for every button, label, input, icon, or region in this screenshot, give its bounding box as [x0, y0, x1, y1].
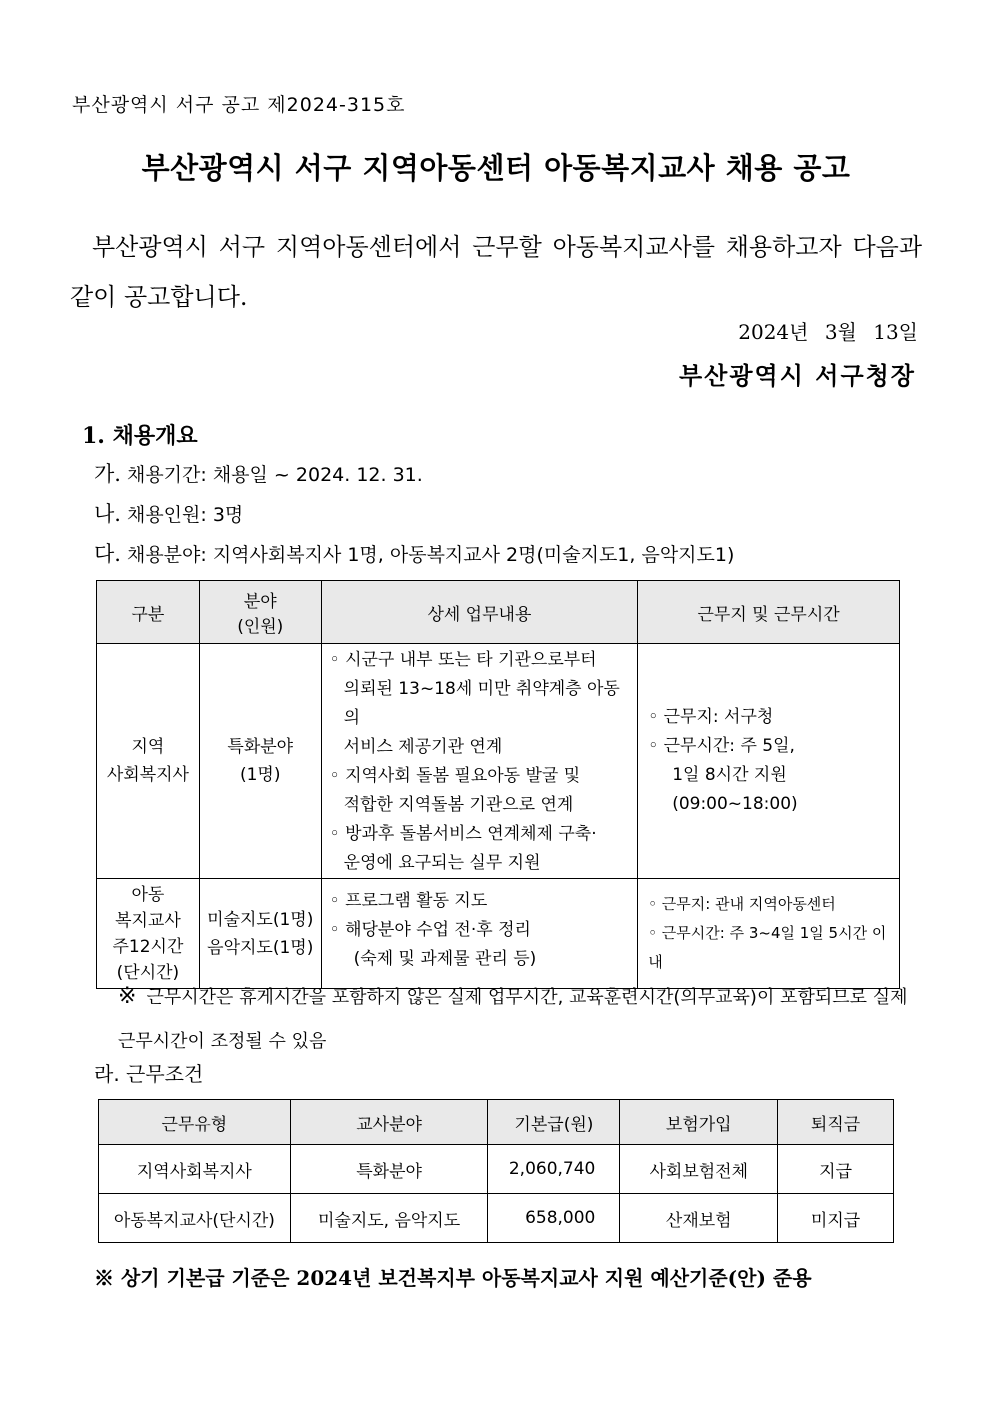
header-category: 구분 [97, 581, 200, 644]
section-conditions-heading: 라. 근무조건 [94, 1062, 204, 1086]
base-pay: 658,000 [488, 1194, 620, 1243]
base-pay-note: ※ 상기 기본급 기준은 2024년 보건복지부 아동복지교사 지원 예산기준(안) 준용 [94, 1266, 812, 1290]
notice-number: 부산광역시 서구 공고 제2024-315호 [72, 94, 406, 116]
notice-date: 2024년 3월 13일 [738, 320, 918, 344]
severance: 미지급 [778, 1194, 894, 1243]
table-row [99, 1145, 894, 1194]
overview-item-period: 가. 채용기간: 채용일 ~ 2024. 12. 31. [94, 462, 423, 486]
teacher-field: 특화분야 [290, 1145, 488, 1194]
work-hours-note: ※ 근무시간은 휴게시간을 포함하지 않은 실제 업무시간, 교육훈련시간(의무교육)이 포함되므로 실제 근무시간이 조정될 수 있음 [118, 984, 908, 1052]
row-place-hours: ◦ 근무지: 서구청 ◦ 근무시간: 주 5일, 1일 8시간 지원 (09:00~18:00) [638, 644, 900, 879]
teacher-field: 미술지도, 음악지도 [290, 1194, 488, 1243]
insurance: 사회보험전체 [620, 1145, 778, 1194]
intro-paragraph: 부산광역시 서구 지역아동센터에서 근무할 아동복지교사를 채용하고자 다음과 같이 공고합니다. [70, 233, 922, 311]
row-field: 미술지도(1명) 음악지도(1명) [199, 879, 321, 989]
row-category: 아동 복지교사 주12시간 (단시간) [97, 879, 200, 989]
row-field: 특화분야 (1명) [199, 644, 321, 879]
overview-item-field: 다. 채용분야: 지역사회복지사 1명, 아동복지교사 2명(미술지도1, 음악지도1) [94, 542, 735, 566]
severance: 지급 [778, 1145, 894, 1194]
insurance: 산재보험 [620, 1194, 778, 1243]
table-row [99, 1194, 894, 1243]
duty-table [96, 580, 900, 989]
conditions-table-header [99, 1100, 894, 1145]
duty-table-header [97, 581, 900, 644]
work-type: 지역사회복지사 [99, 1145, 291, 1194]
header-place-hours: 근무지 및 근무시간 [638, 581, 900, 644]
header-details: 상세 업무내용 [321, 581, 638, 644]
base-pay: 2,060,740 [488, 1145, 620, 1194]
conditions-table [98, 1099, 894, 1243]
header-teacher-field: 교사분야 [290, 1100, 488, 1145]
header-base-pay: 기본급(원) [488, 1100, 620, 1145]
row-details: ◦ 프로그램 활동 지도 ◦ 해당분야 수업 전·후 정리 (숙제 및 과제물 관리 등) [321, 879, 638, 989]
row-details: ◦ 시군구 내부 또는 타 기관으로부터 의뢰된 13~18세 미만 취약계층 아동의 서비스 제공기관 연계 ◦ 지역사회 돌봄 필요아동 발굴 및 적합한 지역돌봄 기관으로 연계 ◦ 방과후 돌봄서비스 연계체제 구축· 운영에 요구되는 실무 지원 [321, 644, 638, 879]
table-row [97, 644, 900, 879]
work-type: 아동복지교사(단시간) [99, 1194, 291, 1243]
section-1-heading: 1. 채용개요 [82, 423, 198, 449]
page-title: 부산광역시 서구 지역아동센터 아동복지교사 채용 공고 [141, 151, 851, 185]
row-category: 지역 사회복지사 [97, 644, 200, 879]
overview-item-headcount: 나. 채용인원: 3명 [94, 502, 244, 526]
header-severance: 퇴직금 [778, 1100, 894, 1145]
header-field: 분야 (인원) [199, 581, 321, 644]
header-work-type: 근무유형 [99, 1100, 291, 1145]
header-insurance: 보험가입 [620, 1100, 778, 1145]
table-row [97, 879, 900, 989]
signature: 부산광역시 서구청장 [678, 361, 916, 390]
row-place-hours: ◦ 근무지: 관내 지역아동센터 ◦ 근무시간: 주 3~4일 1일 5시간 이내 [638, 879, 900, 989]
